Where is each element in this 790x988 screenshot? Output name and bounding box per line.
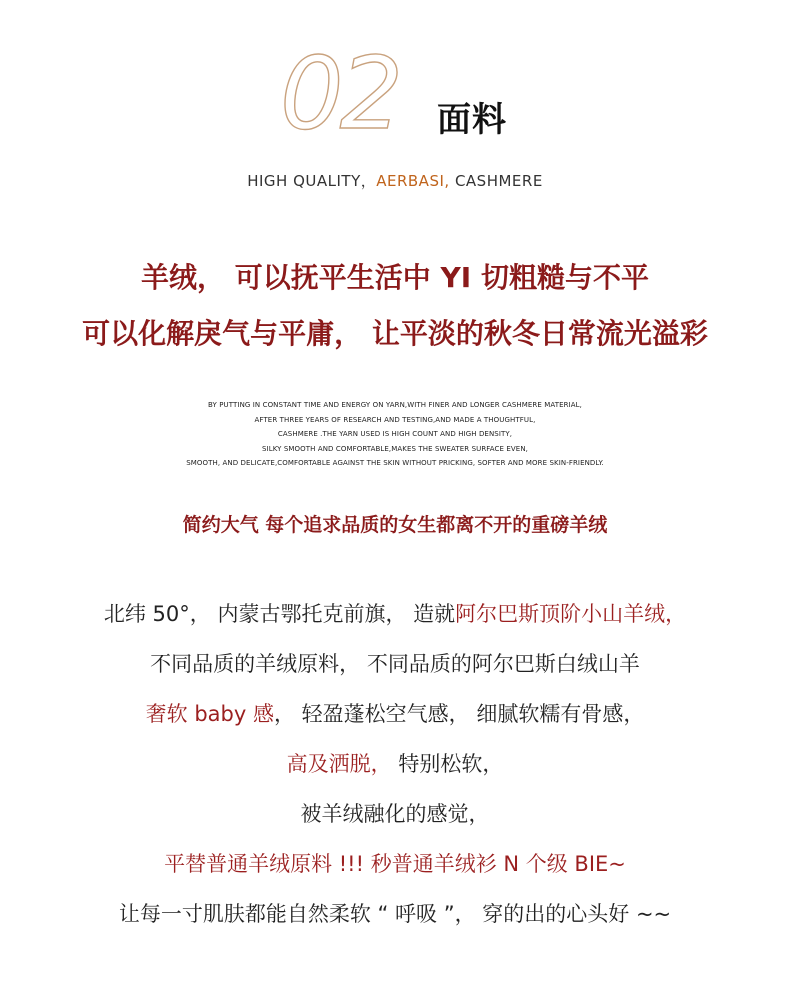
body-text: 特别松软， <box>391 752 504 776</box>
body-highlight: 奢软 baby 感 <box>145 702 274 726</box>
body-text: ， 轻盈蓬松空气感， 细腻软糯有骨感， <box>273 702 645 726</box>
section-number-02 <box>278 40 418 140</box>
section-header <box>0 40 790 140</box>
subtitle-brand: AERBASI, <box>376 172 450 190</box>
body-line-1 <box>0 598 790 628</box>
body-highlight: 阿尔巴斯顶阶小山羊绒， <box>455 602 687 626</box>
body-line-6: 平替普通羊绒原料 !!! 秒普通羊绒衫 N 个级 BIE~ <box>164 852 626 876</box>
headline-line-2: 可以化解戾气与平庸， 让平淡的秋冬日常流光溢彩 <box>82 317 708 350</box>
section-title: 面料 <box>437 100 507 140</box>
english-line: SMOOTH, AND DELICATE,COMFORTABLE AGAINST THE SKIN WITHOUT PRICKING, SOFTER AND MORE SKIN-FRIENDLY. <box>186 459 604 467</box>
body-line-3 <box>0 698 790 728</box>
subtitle <box>0 170 790 191</box>
english-line: AFTER THREE YEARS OF RESEARCH AND TESTING,AND MADE A THOUGHTFUL, <box>254 415 536 424</box>
english-description <box>0 398 790 471</box>
headline-line-1: 羊绒， 可以抚平生活中 YI 切粗糙与不平 <box>141 261 649 294</box>
english-line: SILKY SMOOTH AND COMFORTABLE,MAKES THE SWEATER SURFACE EVEN, <box>262 444 528 453</box>
body-line-7: 让每一寸肌肤都能自然柔软 “ 呼吸 ”， 穿的出的心头好 ~~ <box>118 902 672 926</box>
subtitle-part1: HIGH QUALITY， <box>247 172 377 190</box>
english-line: CASHMERE .THE YARN USED IS HIGH COUNT AND HIGH DENSITY, <box>277 430 513 438</box>
english-line: BY PUTTING IN CONSTANT TIME AND ENERGY ON YARN,WITH FINER AND LONGER CASHMERE MATERIAL, <box>208 401 582 409</box>
body-text: 北纬 50°， 内蒙古鄂托克前旗， 造就 <box>103 602 456 626</box>
tagline: 简约大气 每个追求品质的女生都离不开的重磅羊绒 <box>182 514 608 536</box>
subtitle-part2: CASHMERE <box>449 172 543 190</box>
body-line-5: 被羊绒融化的感觉， <box>300 802 490 826</box>
body-line-2: 不同品质的羊绒原料， 不同品质的阿尔巴斯白绒山羊 <box>150 652 640 676</box>
body-highlight: 高及洒脱， <box>286 752 392 776</box>
svg-text:02: 02 <box>280 40 400 140</box>
body-line-4 <box>0 748 790 778</box>
